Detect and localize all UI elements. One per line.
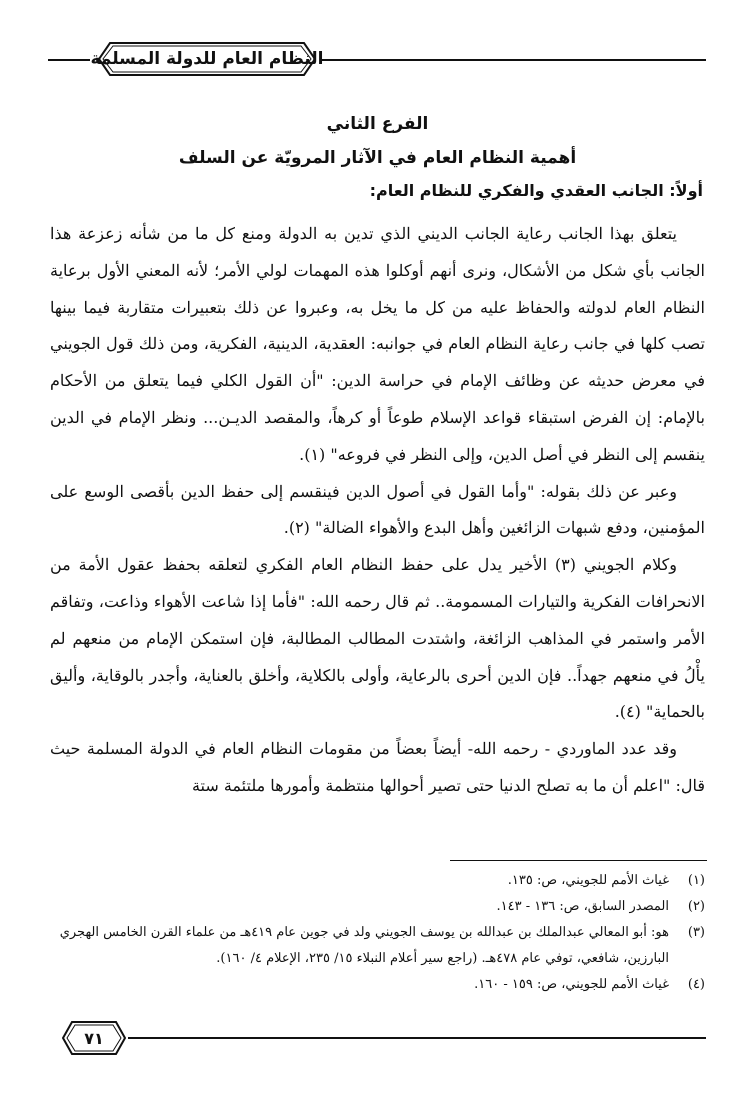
footnote-number: (٢) xyxy=(687,899,705,914)
running-header xyxy=(90,42,324,76)
paragraph: وعبر عن ذلك بقوله: "وأما القول في أصول الدين فينقسم إلى حفظ الدين بأقصى الوسع على المؤمنين، ودفع شبهات الزائغين وأهل البدع والأهواء الضالة" (٢). xyxy=(50,481,705,538)
footnote-text: غياث الأمم للجويني، ص: ١٥٩ - ١٦٠. xyxy=(474,977,669,992)
paragraph: يتعلق بهذا الجانب رعاية الجانب الديني الذي تدين به الدولة ومنع كل ما من شأنه زعزعة هذا الجانب بأي شكل من الأشكال، ونرى أنهم أوكلوا هذه المهمات لولي الأمر؛ لأنه المعني الأول برعاية النظام العام لدولته والحفاظ عليه من كل ما يخل به، وعبروا عن ذلك بتعبيرات متقاربة فيما بينها تصب كلها في جانب رعاية النظام العام في جوانبه: العقدية، الدينية، الفكرية، ومن ذلك قول الجويني في معرض حديثه عن وظائف الإمام في حراسة الدين: "أن القول الكلي فيما يتعلق من الأحكام بالإمام: إن الفرض استبقاء قواعد الإسلام طوعاً أو كرهاً، والمقصد الديـن... ونظر الإمام في الدين ينقسم إلى النظر في أصل الدين، وإلى النظر في فروعه" (١). xyxy=(50,224,706,464)
subheading: أولاً: الجانب العقدي والفكري للنظام العام: xyxy=(369,181,703,200)
section-title: أهمية النظام العام في الآثار المرويّة عن السلف xyxy=(178,148,577,168)
footnote-number: (٣) xyxy=(687,925,705,940)
footnote-text: هو: أبو المعالي عبدالملك بن عبدالله بن يوسف الجويني ولد في جوين عام ٤١٩هـ من علماء القرن الخامس الهجري البارزين، شافعي، توفي عام ٤٧٨هـ. (راجع سير أعلام النبلاء ١٥/ ٢٣٥، الإعلام ٤/ ١٦٠). xyxy=(59,925,669,966)
footnote-number: (١) xyxy=(687,873,705,888)
footnote-rule xyxy=(450,860,707,861)
footnote xyxy=(50,868,705,894)
branch-title: الفرع الثاني xyxy=(326,114,429,134)
footnote-number: (٤) xyxy=(687,977,705,992)
footnote xyxy=(50,894,705,920)
page-number: ٧١ xyxy=(84,1028,104,1048)
header-rule-right xyxy=(322,59,706,61)
footnote xyxy=(50,972,705,998)
page-number-badge xyxy=(62,1021,126,1055)
footnote-text: غياث الأمم للجويني، ص: ١٣٥. xyxy=(507,873,669,888)
header-rule-left xyxy=(48,59,90,61)
running-header-title: النظام العام للدولة المسلمة xyxy=(90,49,324,69)
paragraph: وقد عدد الماوردي - رحمه الله- أيضاً بعضاً من مقومات النظام العام في الدولة المسلمة حيث قال: "اعلم أن ما به تصلح الدنيا حتى تصير أحوالها منتظمة وأمورها ملتئمة ستة xyxy=(50,739,705,795)
footnote xyxy=(50,920,705,972)
paragraph: وكلام الجويني (٣) الأخير يدل على حفظ النظام العام الفكري لتعلقه بحفظ عقول الأمة من الانحرافات الفكرية والتيارات المسمومة.. ثم قال رحمه الله: "فأما إذا شاعت الأهواء وذاعت، وتفاقم الأمر واستمر في المذاهب الزائغة، واشتدت المطالب المطالبة، فإن استمكن الإمام من منعهم لم يأْلُ في منعهم جهداً.. فإن الدين أحرى بالرعاية، وأولى بالكلاية، وأخلق بالعناية، وأجدر بالوقاية، وأليق بالحماية" (٤). xyxy=(50,555,705,722)
footer-rule xyxy=(128,1037,706,1039)
footnotes xyxy=(50,868,705,998)
body-text xyxy=(50,216,705,805)
footnote-text: المصدر السابق، ص: ١٣٦ - ١٤٣. xyxy=(496,899,669,914)
